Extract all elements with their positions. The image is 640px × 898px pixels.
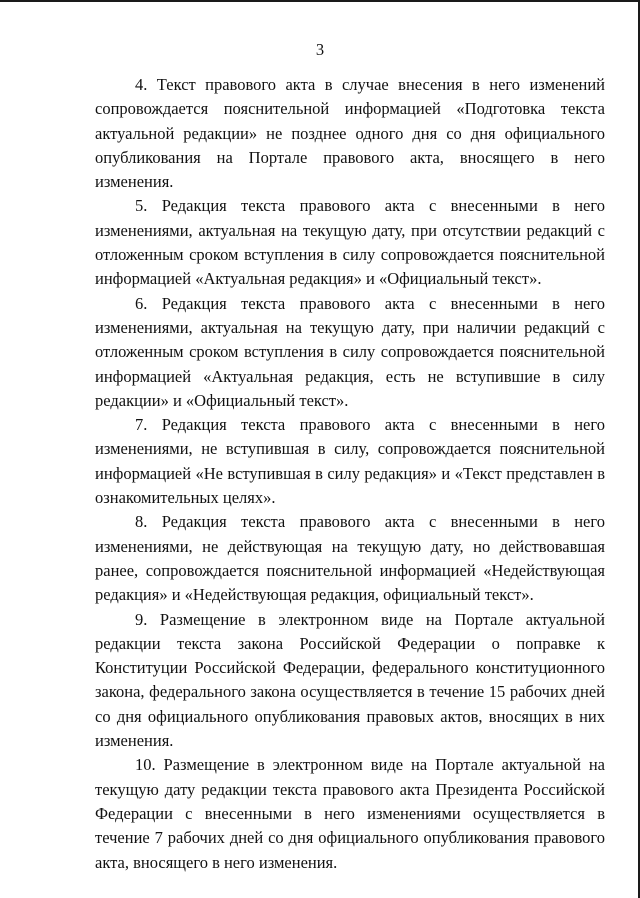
paragraph-4: 4. Текст правового акта в случае внесения в него изменений сопровождается пояснительной информацией «Подготовка текста актуальной редакции» не позднее одного дня со дня официального опубликования на Портале правового акта, вносящего в него изменения. [95, 75, 605, 192]
document-body [95, 73, 605, 875]
page-number: 3 [315, 40, 325, 59]
paragraph-8: 8. Редакция текста правового акта с внесенными в него изменениями, не действующая на текущую дату, но действовавшая ранее, сопровождается пояснительной информацией «Недействующая редакция» и «Недействующая редакция, официальный текст». [95, 512, 605, 605]
paragraph-9: 9. Размещение в электронном виде на Портале актуальной редакции текста закона Российской Федерации о поправке к Конституции Российской Федерации, федерального конституционного закона, федерального закона осуществляется в течение 15 рабочих дней со дня официального опубликования правовых актов, вносящих в них изменения. [95, 609, 605, 751]
paragraph-5: 5. Редакция текста правового акта с внесенными в него изменениями, актуальная на текущую дату, при отсутствии редакций с отложенным сроком вступления в силу сопровождается пояснительной информацией «Актуальная редакция» и «Официальный текст». [95, 196, 605, 289]
paragraph-10: 10. Размещение в электронном виде на Портале актуальной на текущую дату редакции текста правового акта Президента Российской Федерации с внесенными в него изменениями осуществляется в течение 7 рабочих дней со дня официального опубликования правового акта, вносящего в него изменения. [95, 755, 605, 872]
scan-border-top [0, 0, 640, 2]
paragraph-7: 7. Редакция текста правового акта с внесенными в него изменениями, не вступившая в силу, сопровождается пояснительной информацией «Не вступившая в силу редакция» и «Текст представлен в ознакомительных целях». [95, 415, 605, 508]
paragraph-6: 6. Редакция текста правового акта с внесенными в него изменениями, актуальная на текущую дату, при наличии редакций с отложенным сроком вступления в силу сопровождается пояснительной информацией «Актуальная редакция, есть не вступившие в силу редакции» и «Официальный текст». [95, 293, 605, 410]
